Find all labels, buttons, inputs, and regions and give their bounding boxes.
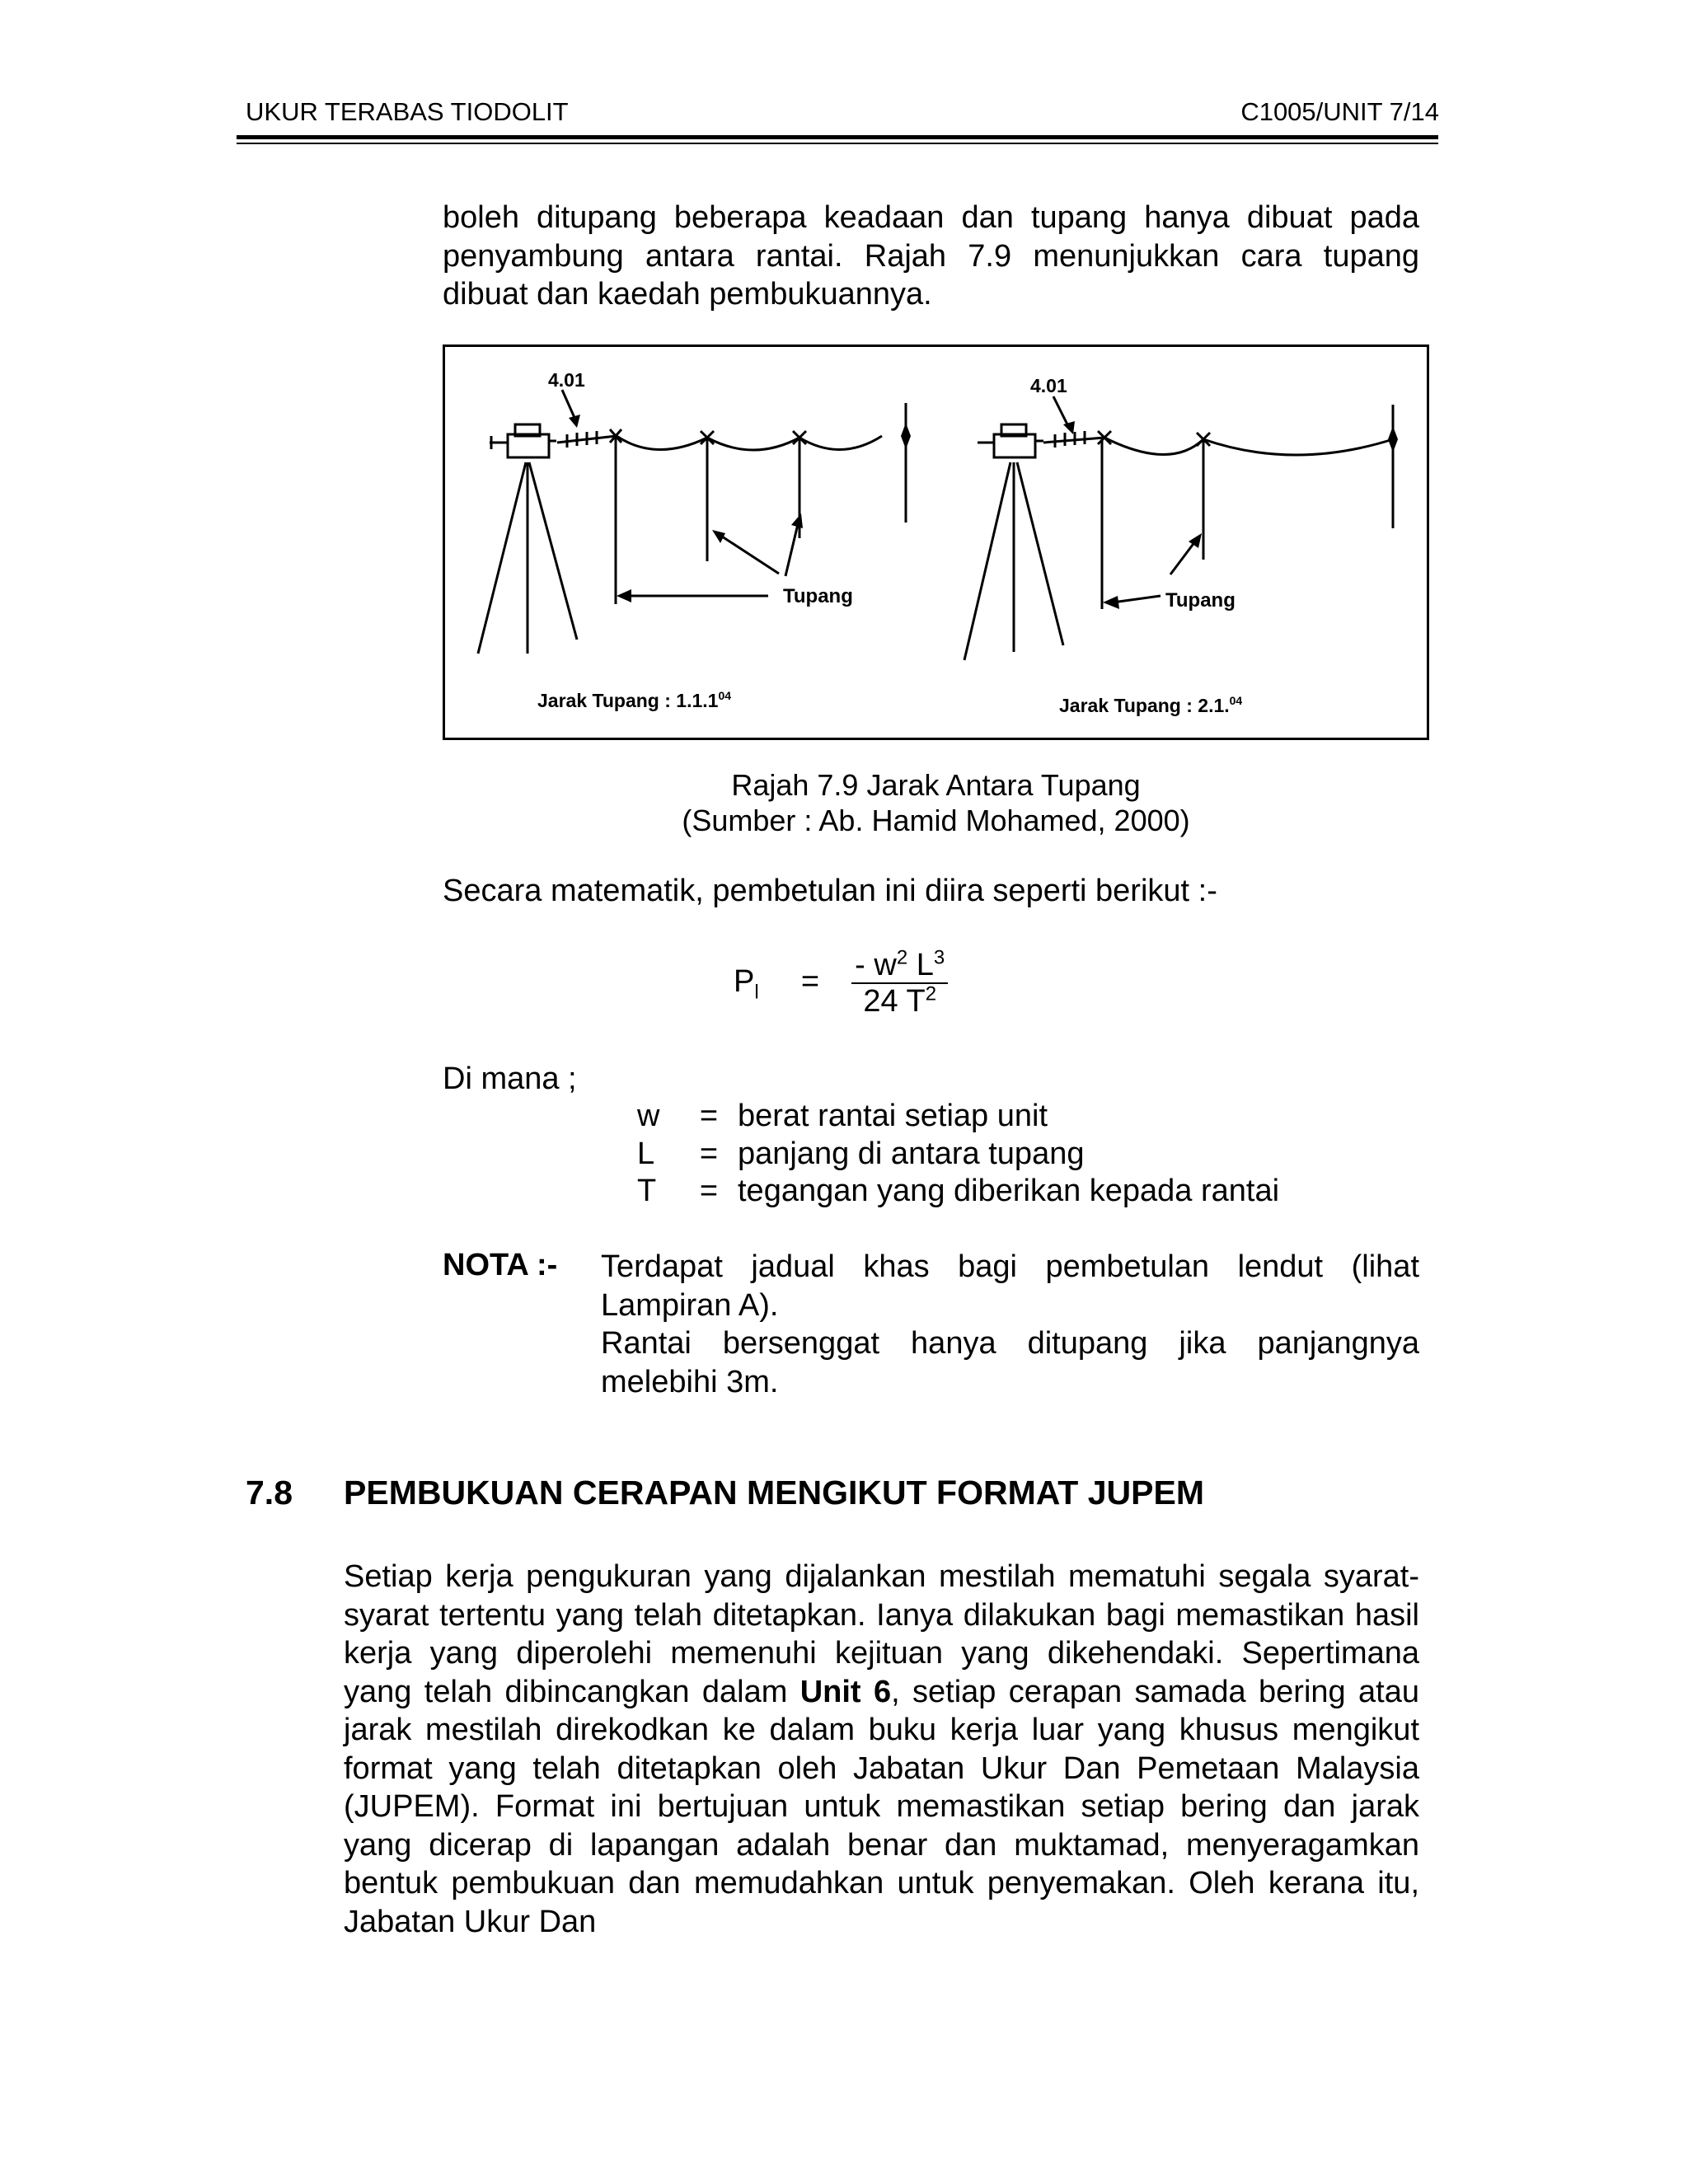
intro-paragraph: boleh ditupang beberapa keadaan dan tupang hanya dibuat pada penyambung antara rantai. Rajah 7.9 menunjukkan cara tupang dibuat dan kaedah pembukuannya.	[443, 200, 1419, 312]
nota-label: NOTA :-	[443, 1248, 558, 1282]
left-theodolite-body	[508, 434, 549, 457]
figure-caption-title: Rajah 7.9 Jarak Antara Tupang	[731, 768, 1141, 802]
figure-diagram	[445, 347, 1432, 743]
variable-row: T = tegangan yang diberikan kepada rantai	[637, 1174, 1280, 1208]
running-header-title: UKUR TERABAS TIODOLIT	[246, 97, 569, 126]
section-title: PEMBUKUAN CERAPAN MENGIKUT FORMAT JUPEM	[344, 1474, 1204, 1511]
right-jarak-caption: Jarak Tupang : 2.1.04	[1059, 694, 1243, 716]
formula-lhs: P	[734, 964, 755, 1000]
left-end-marker-icon	[901, 423, 911, 449]
header-rule-thin	[237, 143, 1438, 144]
formula-fraction	[851, 948, 948, 1019]
left-chain	[617, 436, 882, 450]
figure-chain-supports	[443, 344, 1429, 740]
section-number: 7.8	[246, 1474, 293, 1511]
math-intro: Secara matematik, pembetulan ini diira seperti berikut :-	[443, 874, 1217, 908]
sag-correction-formula	[734, 948, 948, 1019]
section-paragraph: Setiap kerja pengukuran yang dijalankan mestilah mematuhi segala syarat-syarat tertentu yang telah ditetapkan. Ianya dilakukan bagi memastikan hasil kerja yang diperolehi memenuhi kejituan yang dikehendaki. Sepertimana yang telah dibincangkan dalam Unit 6, setiap cerapan samada bering atau jarak mestilah direkodkan ke dalam buku kerja luar yang khusus mengikut format yang telah ditetapkan oleh Jabatan Ukur Dan Pemetaan Malaysia (JUPEM). Format ini bertujuan untuk memastikan setiap bering dan jarak yang dicerap di lapangan adalah benar dan muktamad, menyeragamkan bentuk pembukuan dan memudahkan untuk penyemakan. Oleh kerana itu, Jabatan Ukur Dan	[344, 1559, 1419, 1939]
variable-list	[637, 1098, 1279, 1211]
header-rule-thick	[237, 135, 1438, 139]
right-chain	[1104, 438, 1393, 455]
left-reading: 4.01	[548, 369, 585, 391]
nota-text	[601, 1248, 1419, 1401]
left-tupang-label: Tupang	[783, 585, 853, 607]
right-tupang-label: Tupang	[1165, 589, 1236, 612]
nota-line-2: Rantai bersenggat hanya ditupang jika panjangnya melebihi 3m.	[601, 1326, 1419, 1399]
right-reading: 4.01	[1030, 375, 1067, 396]
right-theodolite-body	[994, 434, 1035, 457]
where-label: Di mana ;	[443, 1062, 577, 1096]
formula-equals: =	[800, 964, 820, 1000]
running-header-page: C1005/UNIT 7/14	[1240, 97, 1439, 126]
unit-6-reference: Unit 6	[799, 1674, 892, 1709]
nota-line-1: Terdapat jadual khas bagi pembetulan lendut (lihat Lampiran A).	[601, 1249, 1419, 1323]
variable-row: w = berat rantai setiap unit	[637, 1099, 1048, 1133]
right-end-marker-icon	[1388, 426, 1398, 452]
variable-row: L = panjang di antara tupang	[637, 1136, 1085, 1171]
formula-denominator: 24 $T^2$	[863, 982, 937, 1019]
formula-lhs-sub: l	[754, 981, 759, 1004]
left-tripod-leg	[478, 462, 526, 654]
figure-caption-source: (Sumber : Ab. Hamid Mohamed, 2000)	[682, 804, 1190, 837]
left-jarak-caption: Jarak Tupang : 1.1.1$^{04}$	[537, 689, 732, 711]
formula-numerator: - $w^2$ $L^3$	[851, 948, 948, 984]
right-tripod-leg	[964, 462, 1010, 660]
